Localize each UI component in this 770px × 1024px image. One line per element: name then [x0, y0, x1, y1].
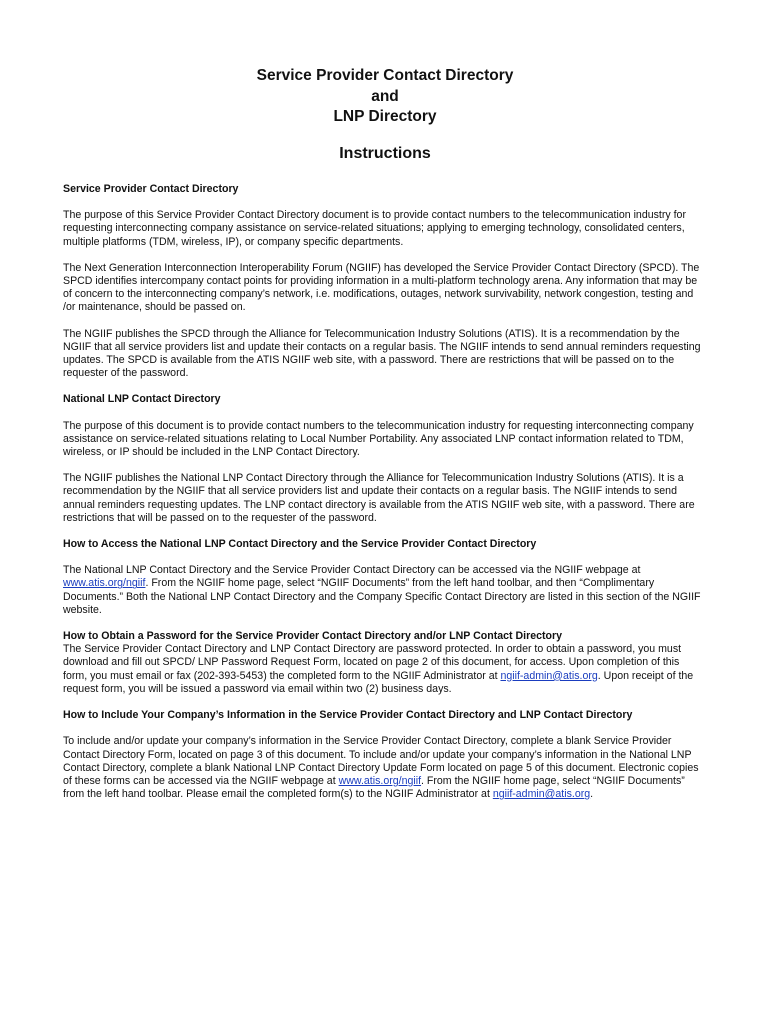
include-text-c: .	[590, 788, 594, 801]
spcd-paragraph-1: The purpose of this Service Provider Contact Directory document is to provide contact numbers to the telecommunication industry for requesting interconnecting company assistance on service-related situations; applying to emerging technology, consolidated centers, multiple platforms (TDM, wireless, IP), or company specific departments.	[63, 209, 686, 248]
title-line-3: LNP Directory	[333, 108, 437, 125]
title-line-1: Service Provider Contact Directory	[256, 67, 514, 84]
password-paragraph	[63, 643, 703, 696]
access-paragraph	[63, 564, 703, 617]
document-title	[0, 66, 770, 128]
ngiif-webpage-link-2[interactable]: www.atis.org/ngiif	[338, 774, 422, 787]
password-text-b: . Upon receipt of the request form, you will be issued a password via email within two (2) business days.	[63, 669, 694, 695]
instructions-heading: Instructions	[339, 145, 431, 162]
access-heading: How to Access the National LNP Contact Directory and the Service Provider Contact Directory	[63, 538, 537, 551]
include-text-a: To include and/or update your company’s information in the Service Provider Contact Directory, complete a blank Service Provider Contact Directory Form, located on page 3 of this document. To include and/or update your company’s information in the National LNP Contact Directory, complete a blank National LNP Contact Directory Update Form located on page 5 of this document. Electronic copies of these forms can be accessed via the NGIIF webpage at	[63, 735, 699, 787]
document-body	[63, 183, 703, 814]
include-heading: How to Include Your Company’s Information in the Service Provider Contact Directory and LNP Contact Directory	[63, 709, 633, 722]
ngiif-webpage-link[interactable]: www.atis.org/ngiif	[63, 577, 146, 590]
title-line-2: and	[371, 87, 399, 105]
admin-email-link[interactable]: ngiif-admin@atis.org	[500, 669, 598, 682]
spcd-heading: Service Provider Contact Directory	[63, 183, 239, 195]
lnp-paragraph-2: The NGIIF publishes the National LNP Contact Directory through the Alliance for Telecommunication Industry Solutions (ATIS). It is a recommendation by the NGIIF that all service providers list and update their contacts on a regular basis. The NGIIF intends to send annual reminders requesting updates. The LNP contact directory is available from the ATIS NGIIF web site, with a password. There are restrictions that will be passed on to the requester of the password.	[63, 472, 695, 524]
spcd-paragraph-3: The NGIIF publishes the SPCD through the Alliance for Telecommunication Industry Solutions (ATIS). It is a recommendation by the NGIIF that all service providers list and update their contacts on a regular basis. The NGIIF intends to send annual reminders requesting updates. The SPCD is available from the ATIS NGIIF web site, with a password. There are restrictions that will be passed on to the requester of the password.	[63, 327, 701, 380]
password-text-a: The Service Provider Contact Directory and LNP Contact Directory are password protected. In order to obtain a password, you must download and fill out SPCD/ LNP Password Request Form, located on page 2 of this document, for access. Upon completion of this form, you must email or fax (202-393-5453) the completed form to the NGIIF Administrator at	[63, 643, 682, 682]
include-text-b: . From the NGIIF home page, select “NGIIF Documents” from the left hand toolbar. Please email the completed form(s) to the NGIIF Administrator at	[63, 774, 685, 801]
lnp-heading: National LNP Contact Directory	[63, 393, 221, 406]
include-paragraph	[63, 735, 703, 801]
spcd-paragraph-2: The Next Generation Interconnection Interoperability Forum (NGIIF) has developed the Service Provider Contact Directory (SPCD). The SPCD identifies intercompany contact points for providing information in a multi-platform technology arena. Any information that may be of concern to the interconnecting company’s network, i.e. modifications, outages, network survivability, network congestion, testing and /or maintenance, should be passed on.	[63, 261, 700, 314]
admin-email-link-2[interactable]: ngiif-admin@atis.org	[492, 788, 591, 801]
access-text-a: The National LNP Contact Directory and the Service Provider Contact Directory can be accessed via the NGIIF webpage at	[63, 564, 641, 577]
access-text-b: . From the NGIIF home page, select “NGIIF Documents” from the left hand toolbar, and then “Complimentary Documents.” Both the National LNP Contact Directory and the Company Specific Contact Directory are listed in this section of the NGIIF website.	[63, 577, 701, 616]
lnp-paragraph-1: The purpose of this document is to provide contact numbers to the telecommunication industry for requesting interconnecting company assistance on service-related situations relating to Local Number Portability. Any associated LNP contact information related to TDM, wireless, or IP should be included in the LNP Contact Directory.	[63, 419, 694, 459]
password-heading: How to Obtain a Password for the Service Provider Contact Directory and/or LNP Contact Directory	[63, 630, 562, 643]
